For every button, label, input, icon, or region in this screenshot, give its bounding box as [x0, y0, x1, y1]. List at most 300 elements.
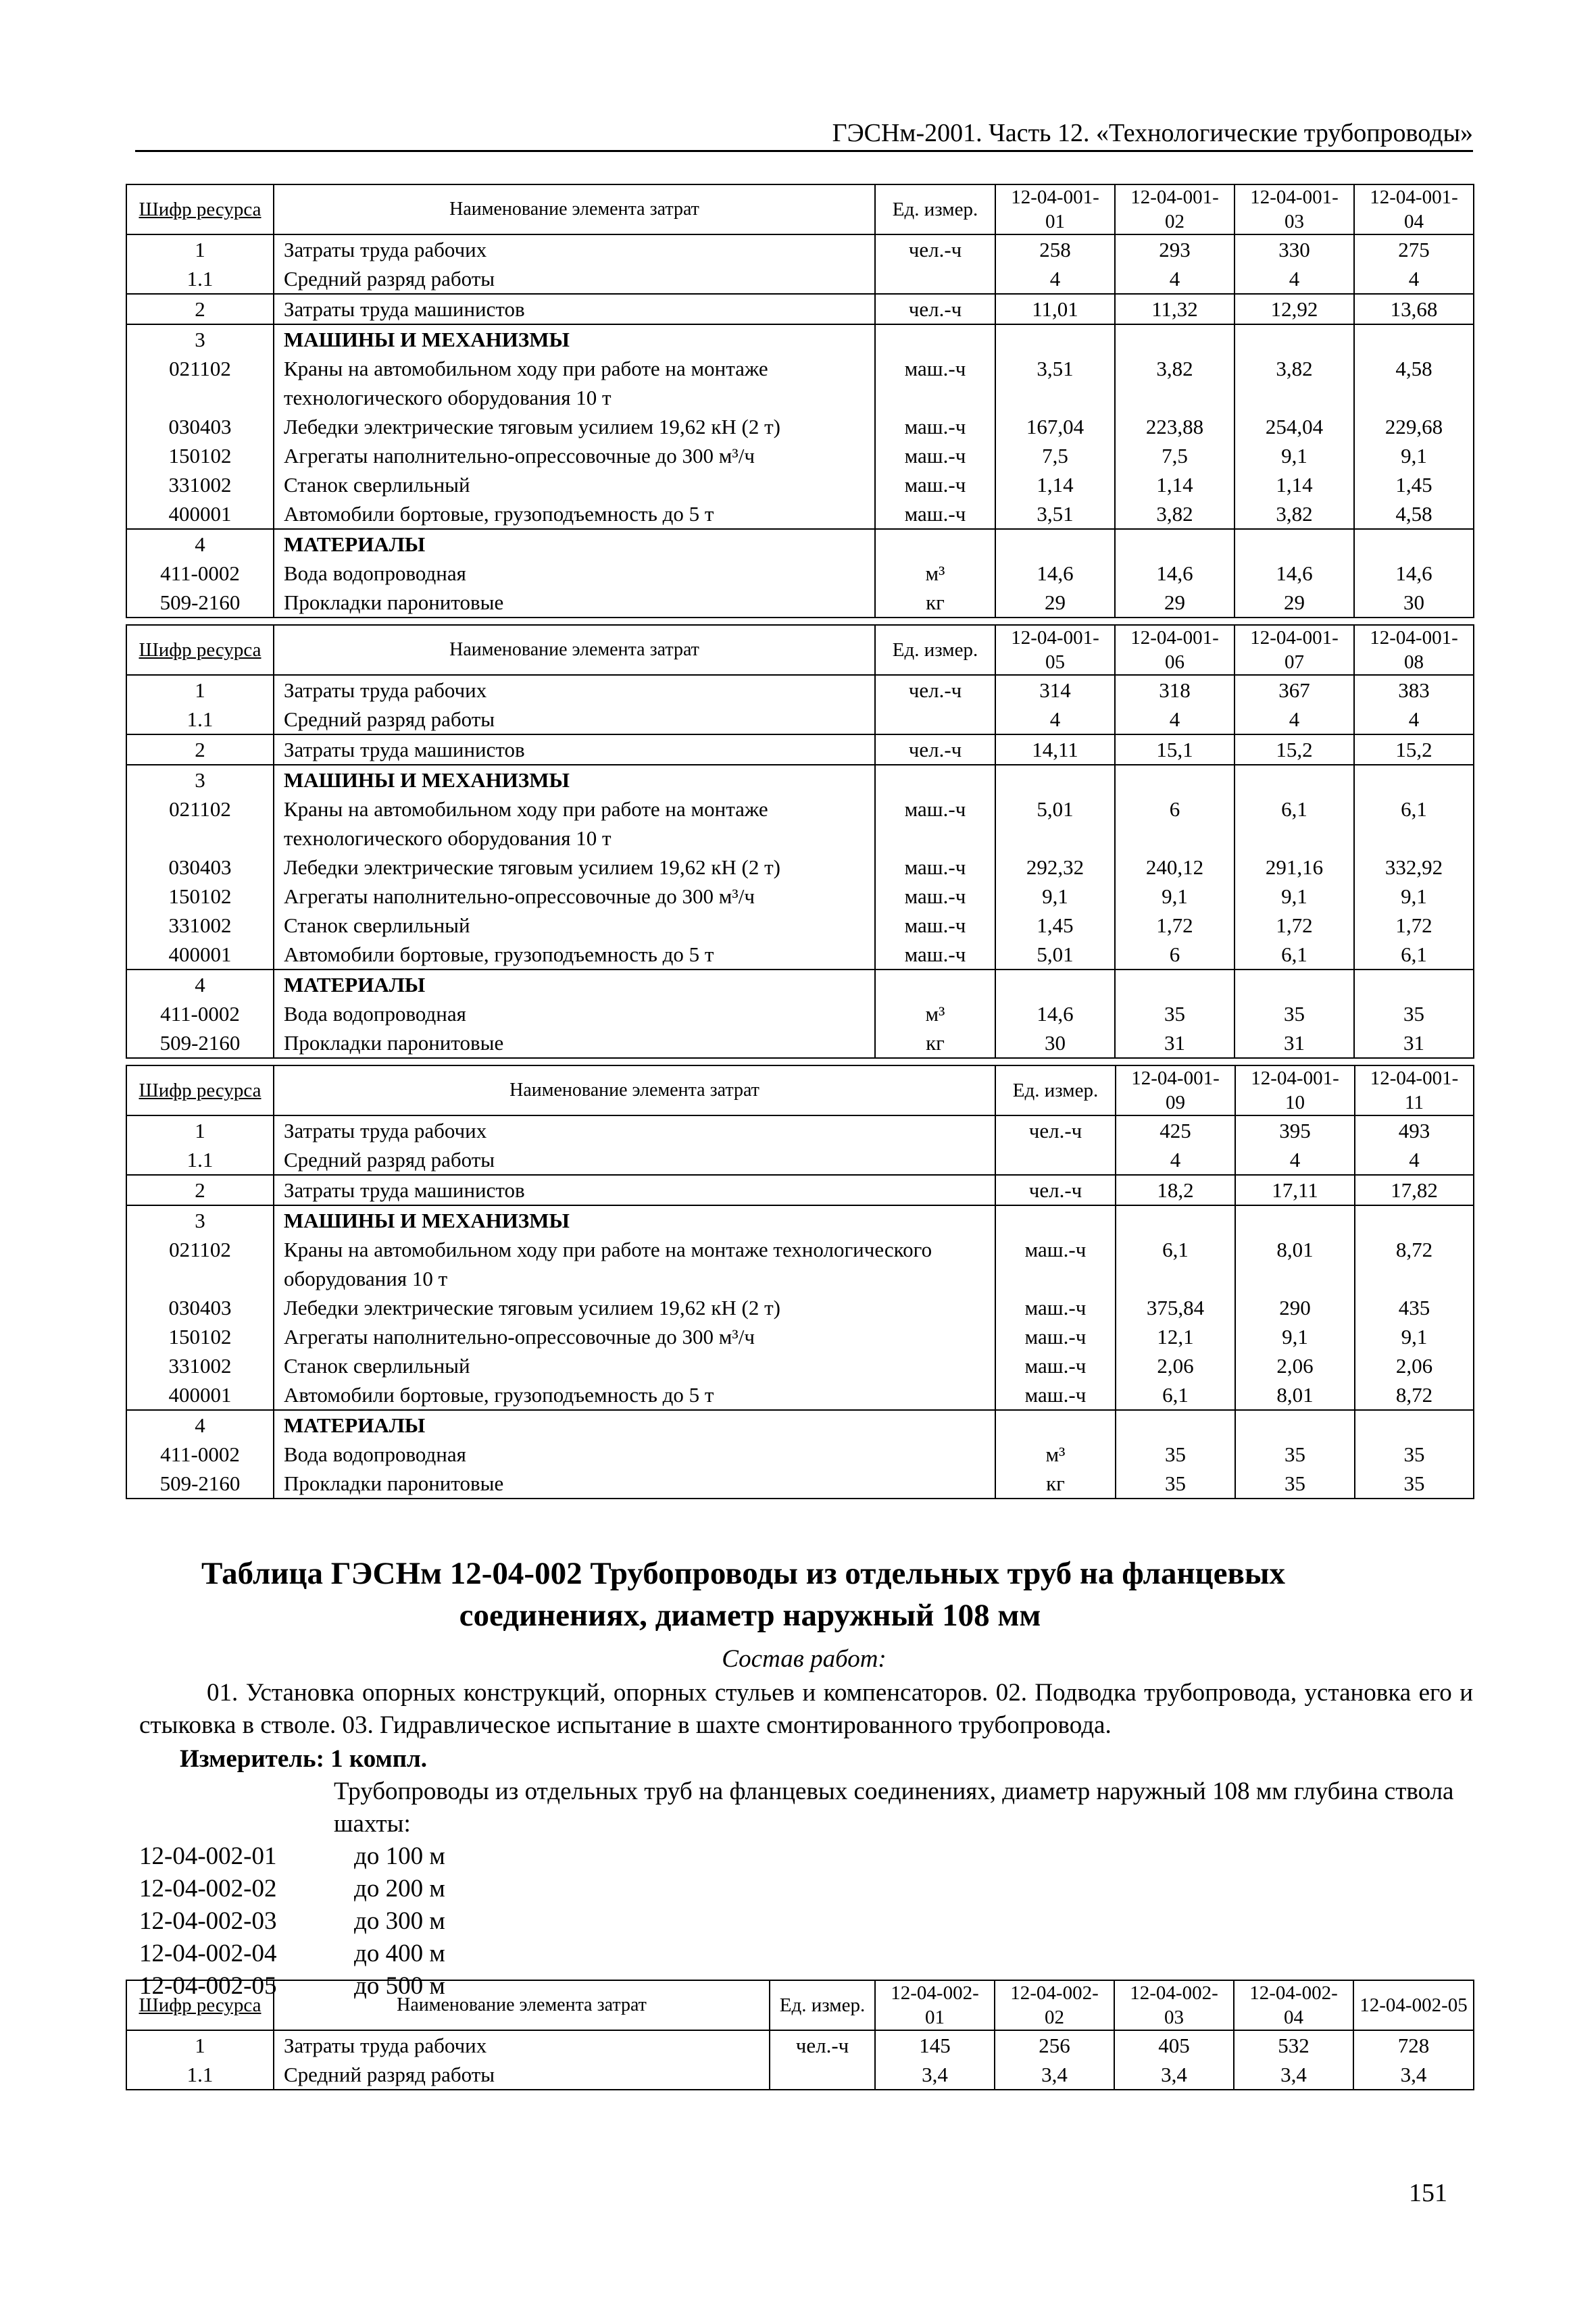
table-row	[126, 765, 1474, 795]
resource-value: 30	[995, 1028, 1115, 1058]
resource-unit: кг	[875, 1028, 995, 1058]
resource-unit: маш.-ч	[995, 1380, 1116, 1410]
resource-code: 1.1	[126, 2060, 274, 2090]
resource-value: 291,16	[1235, 853, 1354, 882]
table-row	[126, 324, 1474, 354]
works-subtitle: Состав работ:	[722, 1645, 887, 1673]
resource-code: 411-0002	[126, 559, 274, 588]
resource-value: 1,72	[1115, 911, 1235, 940]
norm-code: 12-04-002-05	[139, 1972, 277, 2000]
resource-value: 6	[1115, 940, 1235, 970]
header-norm-code: 12-04-001-07	[1235, 625, 1354, 675]
resource-value: 6,1	[1235, 795, 1354, 853]
table-row	[126, 499, 1474, 529]
table-row	[126, 705, 1474, 734]
resource-code: 1.1	[126, 705, 274, 734]
resource-value: 229,68	[1354, 412, 1474, 441]
header-norm-code: 12-04-001-09	[1116, 1065, 1235, 1115]
section-title-line-2: соединениях, диаметр наружный 108 мм	[459, 1598, 1041, 1633]
resource-value: 3,51	[995, 499, 1115, 529]
resource-value: 3,82	[1115, 499, 1235, 529]
resource-unit	[770, 2060, 875, 2090]
norm-code: 12-04-002-04	[139, 1940, 277, 1967]
table-row	[126, 529, 1474, 559]
resource-name: МАШИНЫ И МЕХАНИЗМЫ	[274, 324, 875, 354]
resource-value: 293	[1115, 234, 1235, 264]
resource-value: 9,1	[1235, 441, 1354, 470]
resource-unit	[875, 765, 995, 795]
resource-code: 030403	[126, 412, 274, 441]
resource-name: Лебедки электрические тяговым усилием 19,62 кН (2 т)	[274, 853, 875, 882]
resource-value: 532	[1234, 2030, 1353, 2060]
resource-code: 021102	[126, 354, 274, 412]
resource-value	[1354, 529, 1474, 559]
resource-value	[1235, 1410, 1355, 1440]
resource-unit	[875, 324, 995, 354]
resource-value: 14,6	[1354, 559, 1474, 588]
resource-value: 35	[1235, 999, 1354, 1028]
resource-value: 6,1	[1116, 1235, 1235, 1293]
resource-code: 021102	[126, 1235, 274, 1293]
resource-name: Затраты труда машинистов	[274, 734, 875, 765]
norm-code-text: до 300 м	[354, 1907, 445, 1935]
resource-value: 4	[1235, 264, 1354, 294]
norm-code-text: до 500 м	[354, 1972, 445, 2000]
resource-unit	[875, 529, 995, 559]
table-row	[126, 911, 1474, 940]
header-code: Шифр ресурса	[126, 1065, 274, 1115]
resource-name: Краны на автомобильном ходу при работе на монтаже технологического оборудования 10 т	[274, 1235, 995, 1293]
header-unit: Ед. измер.	[875, 184, 995, 234]
resource-value: 4	[1116, 1145, 1235, 1175]
resource-unit: чел.-ч	[995, 1175, 1116, 1205]
resource-value: 8,72	[1355, 1380, 1474, 1410]
resource-name: Краны на автомобильном ходу при работе на монтаже технологического оборудования 10 т	[274, 795, 875, 853]
resource-value: 13,68	[1354, 294, 1474, 324]
table-row	[126, 1205, 1474, 1235]
resource-value: 275	[1354, 234, 1474, 264]
header-norm-code: 12-04-001-02	[1115, 184, 1235, 234]
resource-unit: маш.-ч	[875, 882, 995, 911]
norm-code: 12-04-002-03	[139, 1907, 277, 1935]
resource-value: 29	[1115, 588, 1235, 618]
resource-name: Прокладки паронитовые	[274, 588, 875, 618]
resource-value: 4	[1115, 264, 1235, 294]
resource-unit: маш.-ч	[875, 795, 995, 853]
resource-value: 35	[1354, 999, 1474, 1028]
running-header: ГЭСНм-2001. Часть 12. «Технологические трубопроводы»	[135, 116, 1473, 152]
table-row	[126, 1028, 1474, 1058]
resource-unit: маш.-ч	[875, 911, 995, 940]
table-header-row	[126, 1065, 1474, 1115]
table-row	[126, 795, 1474, 853]
header-norm-code: 12-04-002-02	[995, 1980, 1114, 2030]
table-row	[126, 1351, 1474, 1380]
resource-name: Средний разряд работы	[274, 264, 875, 294]
resource-name: Затраты труда машинистов	[274, 1175, 995, 1205]
header-unit: Ед. измер.	[995, 1065, 1116, 1115]
resource-name: Затраты труда рабочих	[274, 234, 875, 264]
resource-code: 150102	[126, 441, 274, 470]
resource-code: 3	[126, 1205, 274, 1235]
resource-value: 254,04	[1235, 412, 1354, 441]
resource-code: 400001	[126, 940, 274, 970]
resource-unit: маш.-ч	[875, 853, 995, 882]
resource-value: 258	[995, 234, 1115, 264]
header-unit: Ед. измер.	[875, 625, 995, 675]
resource-value: 292,32	[995, 853, 1115, 882]
resource-value: 3,51	[995, 354, 1115, 412]
resource-unit: м³	[875, 999, 995, 1028]
resource-unit: чел.-ч	[875, 294, 995, 324]
resource-value: 12,1	[1116, 1322, 1235, 1351]
resource-value: 35	[1116, 1440, 1235, 1469]
resource-name: Затраты труда рабочих	[274, 675, 875, 705]
header-name: Наименование элемента затрат	[274, 184, 875, 234]
resource-value: 3,4	[875, 2060, 995, 2090]
resource-value: 3,82	[1235, 499, 1354, 529]
norm-code-text: до 400 м	[354, 1940, 445, 1967]
resource-unit: маш.-ч	[875, 940, 995, 970]
resource-name: Средний разряд работы	[274, 705, 875, 734]
resource-name: Станок сверлильный	[274, 470, 875, 499]
resource-value: 728	[1353, 2030, 1474, 2060]
resource-value	[1235, 1205, 1355, 1235]
resource-value	[1355, 1410, 1474, 1440]
header-code: Шифр ресурса	[126, 625, 274, 675]
table-row	[126, 234, 1474, 264]
table-row	[126, 412, 1474, 441]
resource-name: Станок сверлильный	[274, 911, 875, 940]
resource-code: 1	[126, 675, 274, 705]
resource-value: 14,6	[995, 559, 1115, 588]
resource-value	[1235, 970, 1354, 999]
resource-value	[1354, 970, 1474, 999]
resource-code: 1	[126, 234, 274, 264]
table-header-row	[126, 625, 1474, 675]
resource-unit: маш.-ч	[875, 470, 995, 499]
resource-value: 318	[1115, 675, 1235, 705]
resource-name: Затраты труда рабочих	[274, 1115, 995, 1145]
resource-value: 6	[1115, 795, 1235, 853]
resource-value: 145	[875, 2030, 995, 2060]
resource-value	[1354, 324, 1474, 354]
resource-name: Автомобили бортовые, грузоподъемность до 5 т	[274, 940, 875, 970]
resource-value: 425	[1116, 1115, 1235, 1145]
resource-value: 31	[1354, 1028, 1474, 1058]
resource-table-2	[126, 624, 1474, 1059]
header-norm-code: 12-04-001-04	[1354, 184, 1474, 234]
header-norm-code: 12-04-001-06	[1115, 625, 1235, 675]
table-row	[126, 940, 1474, 970]
resource-value: 3,4	[1114, 2060, 1234, 2090]
resource-value: 3,4	[995, 2060, 1114, 2090]
resource-value	[1235, 324, 1354, 354]
resource-code: 2	[126, 1175, 274, 1205]
resource-value	[1116, 1205, 1235, 1235]
resource-value: 367	[1235, 675, 1354, 705]
resource-code: 331002	[126, 1351, 274, 1380]
resource-code: 2	[126, 294, 274, 324]
resource-value: 405	[1114, 2030, 1234, 2060]
resource-table-1	[126, 184, 1474, 618]
resource-value: 14,6	[1235, 559, 1354, 588]
resource-value: 31	[1235, 1028, 1354, 1058]
header-name: Наименование элемента затрат	[274, 625, 875, 675]
resource-code: 1.1	[126, 1145, 274, 1175]
resource-value: 4	[995, 264, 1115, 294]
table-row	[126, 354, 1474, 412]
resource-name: МАТЕРИАЛЫ	[274, 529, 875, 559]
resource-value: 332,92	[1354, 853, 1474, 882]
resource-name: Вода водопроводная	[274, 559, 875, 588]
table-row	[126, 1145, 1474, 1175]
table-row	[126, 2030, 1474, 2060]
resource-value: 375,84	[1116, 1293, 1235, 1322]
header-norm-code: 12-04-002-03	[1114, 1980, 1234, 2030]
table-row	[126, 1380, 1474, 1410]
resource-value: 14,6	[1115, 559, 1235, 588]
section-title	[135, 1553, 1473, 1636]
table-row	[126, 1410, 1474, 1440]
resource-name: Станок сверлильный	[274, 1351, 995, 1380]
resource-unit: м³	[995, 1440, 1116, 1469]
resource-value: 15,1	[1115, 734, 1235, 765]
resource-code: 331002	[126, 470, 274, 499]
resource-value	[1235, 529, 1354, 559]
page-number: 151	[1409, 2179, 1447, 2207]
header-norm-code: 12-04-002-05	[1353, 1980, 1474, 2030]
table-row	[126, 1322, 1474, 1351]
resource-value: 7,5	[1115, 441, 1235, 470]
resource-name: Агрегаты наполнительно-опрессовочные до 300 м³/ч	[274, 882, 875, 911]
resource-value: 330	[1235, 234, 1354, 264]
header-norm-code: 12-04-001-08	[1354, 625, 1474, 675]
resource-value: 2,06	[1355, 1351, 1474, 1380]
table-row	[126, 734, 1474, 765]
table-row	[126, 2060, 1474, 2090]
resource-value: 8,01	[1235, 1235, 1355, 1293]
resource-unit: чел.-ч	[875, 734, 995, 765]
resource-unit	[995, 1410, 1116, 1440]
resource-code: 150102	[126, 882, 274, 911]
resource-unit	[875, 264, 995, 294]
resource-code: 030403	[126, 1293, 274, 1322]
norm-code: 12-04-002-01	[139, 1842, 277, 1870]
resource-code: 1.1	[126, 264, 274, 294]
resource-unit: маш.-ч	[995, 1322, 1116, 1351]
resource-value: 9,1	[1235, 1322, 1355, 1351]
resource-value: 5,01	[995, 940, 1115, 970]
resource-name: Агрегаты наполнительно-опрессовочные до 300 м³/ч	[274, 1322, 995, 1351]
resource-unit: маш.-ч	[995, 1351, 1116, 1380]
resource-code: 150102	[126, 1322, 274, 1351]
resource-value	[995, 970, 1115, 999]
resource-value: 6,1	[1354, 795, 1474, 853]
resource-name: Автомобили бортовые, грузоподъемность до 5 т	[274, 499, 875, 529]
resource-table-4	[126, 1980, 1474, 2090]
resource-value: 9,1	[1355, 1322, 1474, 1351]
header-norm-code: 12-04-002-04	[1234, 1980, 1353, 2030]
resource-value: 7,5	[995, 441, 1115, 470]
resource-name: Прокладки паронитовые	[274, 1469, 995, 1499]
resource-value: 3,4	[1234, 2060, 1353, 2090]
table-row	[126, 470, 1474, 499]
resource-value: 11,01	[995, 294, 1115, 324]
resource-name: МАШИНЫ И МЕХАНИЗМЫ	[274, 765, 875, 795]
resource-value: 1,45	[995, 911, 1115, 940]
resource-value	[1115, 324, 1235, 354]
resource-code: 4	[126, 1410, 274, 1440]
resource-value: 4	[1354, 264, 1474, 294]
resource-code: 400001	[126, 1380, 274, 1410]
resource-unit: чел.-ч	[875, 675, 995, 705]
resource-value: 223,88	[1115, 412, 1235, 441]
resource-value	[1235, 765, 1354, 795]
resource-value: 3,82	[1235, 354, 1354, 412]
header-name: Наименование элемента затрат	[274, 1980, 770, 2030]
resource-value: 35	[1115, 999, 1235, 1028]
resource-value	[1355, 1205, 1474, 1235]
resource-value: 9,1	[995, 882, 1115, 911]
resource-value: 290	[1235, 1293, 1355, 1322]
resource-unit: м³	[875, 559, 995, 588]
resource-name: МАТЕРИАЛЫ	[274, 1410, 995, 1440]
resource-value	[995, 324, 1115, 354]
resource-value: 2,06	[1116, 1351, 1235, 1380]
resource-value: 31	[1115, 1028, 1235, 1058]
resource-unit: маш.-ч	[875, 354, 995, 412]
resource-value: 9,1	[1354, 441, 1474, 470]
resource-unit	[995, 1145, 1116, 1175]
resource-value: 3,82	[1115, 354, 1235, 412]
header-code: Шифр ресурса	[126, 1980, 274, 2030]
resource-value: 383	[1354, 675, 1474, 705]
resource-name: Краны на автомобильном ходу при работе на монтаже технологического оборудования 10 т	[274, 354, 875, 412]
resource-value: 395	[1235, 1115, 1355, 1145]
resource-value	[1354, 765, 1474, 795]
resource-value: 4	[1235, 1145, 1355, 1175]
resource-value: 2,06	[1235, 1351, 1355, 1380]
resource-value: 314	[995, 675, 1115, 705]
resource-code: 030403	[126, 853, 274, 882]
resource-value: 493	[1355, 1115, 1474, 1145]
header-norm-code: 12-04-001-10	[1235, 1065, 1355, 1115]
resource-code: 1	[126, 1115, 274, 1145]
resource-name: Затраты труда рабочих	[274, 2030, 770, 2060]
resource-value: 29	[1235, 588, 1354, 618]
resource-value: 3,4	[1353, 2060, 1474, 2090]
table-row	[126, 1235, 1474, 1293]
meter-description: Трубопроводы из отдельных труб на фланцевых соединениях, диаметр наружный 108 мм глубина ствола шахты:	[334, 1778, 1454, 1838]
resource-value: 240,12	[1115, 853, 1235, 882]
works-description: 01. Установка опорных конструкций, опорных стульев и компенсаторов. 02. Подводка трубопровода, установка его и стыковка в стволе. 03. Гидравлическое испытание в шахте смонтированного трубопровода.	[139, 1679, 1473, 1739]
resource-name: Вода водопроводная	[274, 1440, 995, 1469]
table-row	[126, 970, 1474, 999]
table-row	[126, 1115, 1474, 1145]
resource-code: 331002	[126, 911, 274, 940]
resource-value: 15,2	[1235, 734, 1354, 765]
resource-value: 4	[1354, 705, 1474, 734]
norm-code-text: до 200 м	[354, 1875, 445, 1903]
table-row	[126, 999, 1474, 1028]
resource-unit: чел.-ч	[995, 1115, 1116, 1145]
header-norm-code: 12-04-001-03	[1235, 184, 1354, 234]
resource-value: 6,1	[1354, 940, 1474, 970]
table-row	[126, 1175, 1474, 1205]
resource-code: 509-2160	[126, 588, 274, 618]
table-header-row	[126, 184, 1474, 234]
resource-unit: маш.-ч	[995, 1235, 1116, 1293]
table-header-row	[126, 1980, 1474, 2030]
resource-value: 35	[1355, 1469, 1474, 1499]
resource-code: 411-0002	[126, 1440, 274, 1469]
resource-value: 30	[1354, 588, 1474, 618]
resource-value: 9,1	[1115, 882, 1235, 911]
resource-value: 14,6	[995, 999, 1115, 1028]
resource-name: Средний разряд работы	[274, 1145, 995, 1175]
resource-value: 35	[1116, 1469, 1235, 1499]
resource-value: 5,01	[995, 795, 1115, 853]
table-row	[126, 559, 1474, 588]
resource-value: 1,14	[1115, 470, 1235, 499]
resource-value: 29	[995, 588, 1115, 618]
resource-value: 17,82	[1355, 1175, 1474, 1205]
resource-value: 4,58	[1354, 354, 1474, 412]
resource-name: Лебедки электрические тяговым усилием 19,62 кН (2 т)	[274, 1293, 995, 1322]
resource-value: 1,14	[1235, 470, 1354, 499]
resource-unit: маш.-ч	[875, 499, 995, 529]
resource-code: 4	[126, 970, 274, 999]
norm-code-item	[139, 1840, 445, 1873]
resource-value	[1115, 970, 1235, 999]
resource-value: 11,32	[1115, 294, 1235, 324]
resource-value: 4	[995, 705, 1115, 734]
header-norm-code: 12-04-002-01	[875, 1980, 995, 2030]
resource-unit: маш.-ч	[995, 1293, 1116, 1322]
resource-code: 1	[126, 2030, 274, 2060]
header-norm-code: 12-04-001-01	[995, 184, 1115, 234]
resource-name: Лебедки электрические тяговым усилием 19,62 кН (2 т)	[274, 412, 875, 441]
resource-value	[995, 765, 1115, 795]
resource-code: 509-2160	[126, 1028, 274, 1058]
resource-code: 400001	[126, 499, 274, 529]
meter-label: Измеритель: 1 компл.	[180, 1745, 428, 1773]
resource-name: МАТЕРИАЛЫ	[274, 970, 875, 999]
resource-value: 256	[995, 2030, 1114, 2060]
resource-value: 6,1	[1235, 940, 1354, 970]
resource-name: Вода водопроводная	[274, 999, 875, 1028]
resource-value: 1,14	[995, 470, 1115, 499]
header-unit: Ед. измер.	[770, 1980, 875, 2030]
resource-name: Агрегаты наполнительно-опрессовочные до 300 м³/ч	[274, 441, 875, 470]
resource-name: Затраты труда машинистов	[274, 294, 875, 324]
resource-code: 411-0002	[126, 999, 274, 1028]
resource-value	[1115, 529, 1235, 559]
resource-value: 8,01	[1235, 1380, 1355, 1410]
resource-value: 1,45	[1354, 470, 1474, 499]
resource-unit	[995, 1205, 1116, 1235]
resource-unit: чел.-ч	[875, 234, 995, 264]
table-row	[126, 441, 1474, 470]
resource-value: 4	[1355, 1145, 1474, 1175]
resource-code: 3	[126, 324, 274, 354]
resource-unit: чел.-ч	[770, 2030, 875, 2060]
norm-code-list	[139, 1840, 445, 2003]
table-row	[126, 294, 1474, 324]
resource-value: 4	[1115, 705, 1235, 734]
table-row	[126, 853, 1474, 882]
